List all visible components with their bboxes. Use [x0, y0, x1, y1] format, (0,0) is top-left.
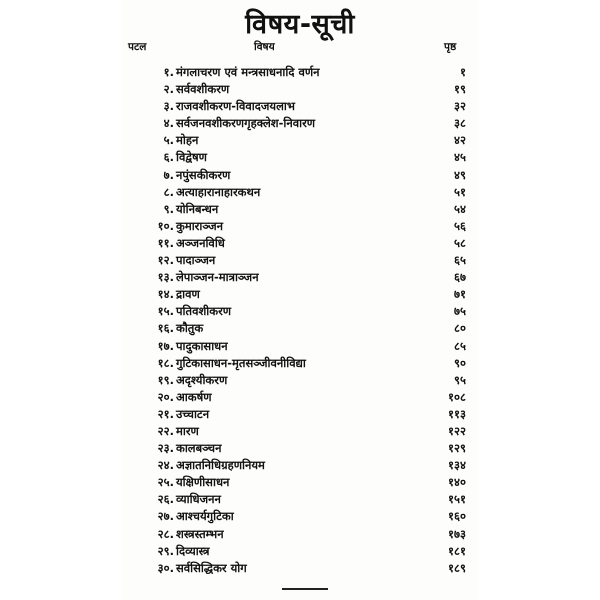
- topic-column-header: विषय: [254, 41, 275, 53]
- page-number: ५८: [454, 235, 466, 250]
- chapter-column-header: पटल: [128, 41, 147, 53]
- chapter-number: १५.: [157, 304, 174, 319]
- chapter-number: ७.: [163, 167, 174, 182]
- toc-entry: [122, 560, 478, 577]
- page-number: १५१: [448, 492, 466, 507]
- page-number: ११३: [448, 406, 466, 421]
- chapter-number: ८.: [163, 184, 174, 199]
- page-number: १: [460, 65, 466, 79]
- chapter-title: पतिवशीकरण: [176, 304, 232, 319]
- toc-entry: [122, 64, 478, 81]
- chapter-number: ११.: [157, 235, 174, 250]
- page-number: १२९: [448, 441, 466, 456]
- chapter-title: अदृश्यीकरण: [176, 372, 228, 387]
- page-title: विषय-सूची: [245, 9, 355, 40]
- chapter-title: उच्चाटन: [176, 406, 210, 421]
- chapter-title: मंगलाचरण एवं मन्त्रसाधनादि वर्णन: [176, 65, 320, 79]
- chapter-title: सर्वसिद्धिकर योग: [176, 560, 247, 575]
- toc-entry: [122, 286, 478, 303]
- toc-entry: [122, 457, 478, 474]
- chapter-number: १०.: [157, 218, 174, 233]
- chapter-title: कुमाराञ्जन: [176, 218, 224, 233]
- chapter-title: कौतुक: [176, 321, 204, 336]
- chapter-title: शस्त्रस्तम्भन: [176, 526, 224, 541]
- toc-entry: [122, 167, 478, 184]
- chapter-title: अज्ञातनिधिग्रहणनियम: [176, 458, 265, 473]
- page-number: ८५: [454, 338, 466, 353]
- chapter-title: राजवशीकरण-विवादजयलाभ: [176, 99, 295, 114]
- toc-entry: [122, 440, 478, 457]
- page-number: ६७: [454, 270, 466, 285]
- chapter-number: ३.: [163, 99, 174, 114]
- toc-entry: [122, 508, 478, 525]
- chapter-number: २९.: [157, 543, 174, 558]
- page-number: ५४: [454, 201, 466, 216]
- chapter-title: लेपाञ्जन-मात्राञ्जन: [176, 270, 259, 285]
- chapter-number: २३.: [157, 441, 174, 456]
- toc-entry: [122, 491, 478, 508]
- toc-entry: [122, 184, 478, 201]
- chapter-title: योनिबन्धन: [176, 201, 219, 216]
- chapter-title: कालबञ्चन: [176, 441, 222, 456]
- chapter-number: ४.: [163, 116, 174, 131]
- page-number: ८०: [454, 321, 466, 336]
- page-number: १७३: [448, 526, 466, 541]
- chapter-title: आकर्षण: [176, 389, 212, 404]
- toc-entry: [122, 235, 478, 252]
- chapter-number: १८.: [157, 355, 174, 370]
- toc-entry: [122, 115, 478, 132]
- chapter-number: १९.: [157, 372, 174, 387]
- chapter-title: मारण: [176, 423, 199, 438]
- page-number: १८९: [448, 560, 466, 575]
- toc-entry: [122, 252, 478, 269]
- page-number: १३४: [448, 458, 466, 473]
- chapter-title: दिव्यास्त्र: [176, 543, 210, 558]
- page-number: ५६: [454, 218, 466, 233]
- toc-entry: [122, 149, 478, 166]
- chapter-title: आश्चर्यगुटिका: [176, 509, 234, 524]
- toc-entry: [122, 526, 478, 543]
- book-page: [122, 0, 478, 600]
- chapter-number: ६.: [163, 150, 174, 165]
- toc-entry: [122, 474, 478, 491]
- chapter-title: यक्षिणीसाधन: [176, 475, 230, 490]
- page-number: १९: [454, 82, 466, 97]
- chapter-number: २८.: [157, 526, 174, 541]
- chapter-title: मोहन: [176, 133, 199, 148]
- page-number: ५१: [454, 184, 466, 199]
- toc-entry: [122, 355, 478, 372]
- page-number: ७१: [454, 287, 466, 302]
- chapter-number: २६.: [157, 492, 174, 507]
- chapter-number: २५.: [157, 475, 174, 490]
- toc-entry: [122, 338, 478, 355]
- chapter-title: सर्वजनवशीकरणगृहक्लेश-निवारण: [176, 116, 316, 131]
- page-number: १२२: [448, 423, 466, 438]
- toc-entry: [122, 372, 478, 389]
- chapter-title: पादाञ्जन: [176, 253, 216, 268]
- chapter-title: गुटिकासाधन-मृतसञ्जीवनीविद्या: [176, 355, 306, 370]
- page-number: १०८: [448, 389, 466, 404]
- page-number: ९०: [454, 355, 466, 370]
- page-column-header: पृष्ठ: [444, 41, 457, 53]
- chapter-number: ५.: [163, 133, 174, 148]
- chapter-number: २४.: [157, 458, 174, 473]
- toc-entry: [122, 389, 478, 406]
- page-number: ३२: [454, 99, 466, 114]
- contents-list: [122, 64, 478, 577]
- chapter-number: ३०.: [157, 560, 174, 575]
- chapter-title: पादुकासाधन: [176, 338, 228, 353]
- toc-entry: [122, 406, 478, 423]
- toc-entry: [122, 132, 478, 149]
- toc-entry: [122, 303, 478, 320]
- chapter-number: १३.: [157, 270, 174, 285]
- chapter-title: अत्याहारानाहारकथन: [176, 184, 261, 199]
- toc-entry: [122, 98, 478, 115]
- chapter-title: अञ्जनविधि: [176, 235, 225, 250]
- page-number: ९५: [454, 372, 466, 387]
- chapter-title: व्याधिजनन: [176, 492, 221, 507]
- page-number: १८१: [448, 543, 466, 558]
- toc-entry: [122, 218, 478, 235]
- end-rule: [282, 588, 328, 590]
- chapter-number: १७.: [157, 338, 174, 353]
- chapter-number: १४.: [157, 287, 174, 302]
- chapter-number: १६.: [157, 321, 174, 336]
- chapter-title: सर्ववशीकरण: [176, 82, 230, 97]
- page-number: ४९: [454, 167, 466, 182]
- page-number: ४५: [454, 150, 466, 165]
- page-number: ६५: [454, 253, 466, 268]
- page-number: ३८: [454, 116, 466, 131]
- toc-entry: [122, 320, 478, 337]
- chapter-title: द्रावण: [176, 287, 200, 302]
- chapter-number: २२.: [157, 423, 174, 438]
- chapter-number: २०.: [157, 389, 174, 404]
- chapter-number: ९.: [163, 201, 174, 216]
- toc-entry: [122, 201, 478, 218]
- page-number: ७५: [454, 304, 466, 319]
- chapter-number: २७.: [157, 509, 174, 524]
- toc-entry: [122, 543, 478, 560]
- toc-entry: [122, 269, 478, 286]
- chapter-title: विद्वेषण: [176, 150, 207, 165]
- chapter-number: १.: [163, 65, 174, 79]
- page-number: ४२: [454, 133, 466, 148]
- toc-entry: [122, 423, 478, 440]
- toc-entry: [122, 81, 478, 98]
- page-number: १४०: [448, 475, 466, 490]
- chapter-number: १२.: [157, 253, 174, 268]
- chapter-title: नपुंसकीकरण: [176, 167, 231, 182]
- chapter-number: २.: [163, 82, 174, 97]
- chapter-number: २१.: [157, 406, 174, 421]
- page-number: १६०: [448, 509, 466, 524]
